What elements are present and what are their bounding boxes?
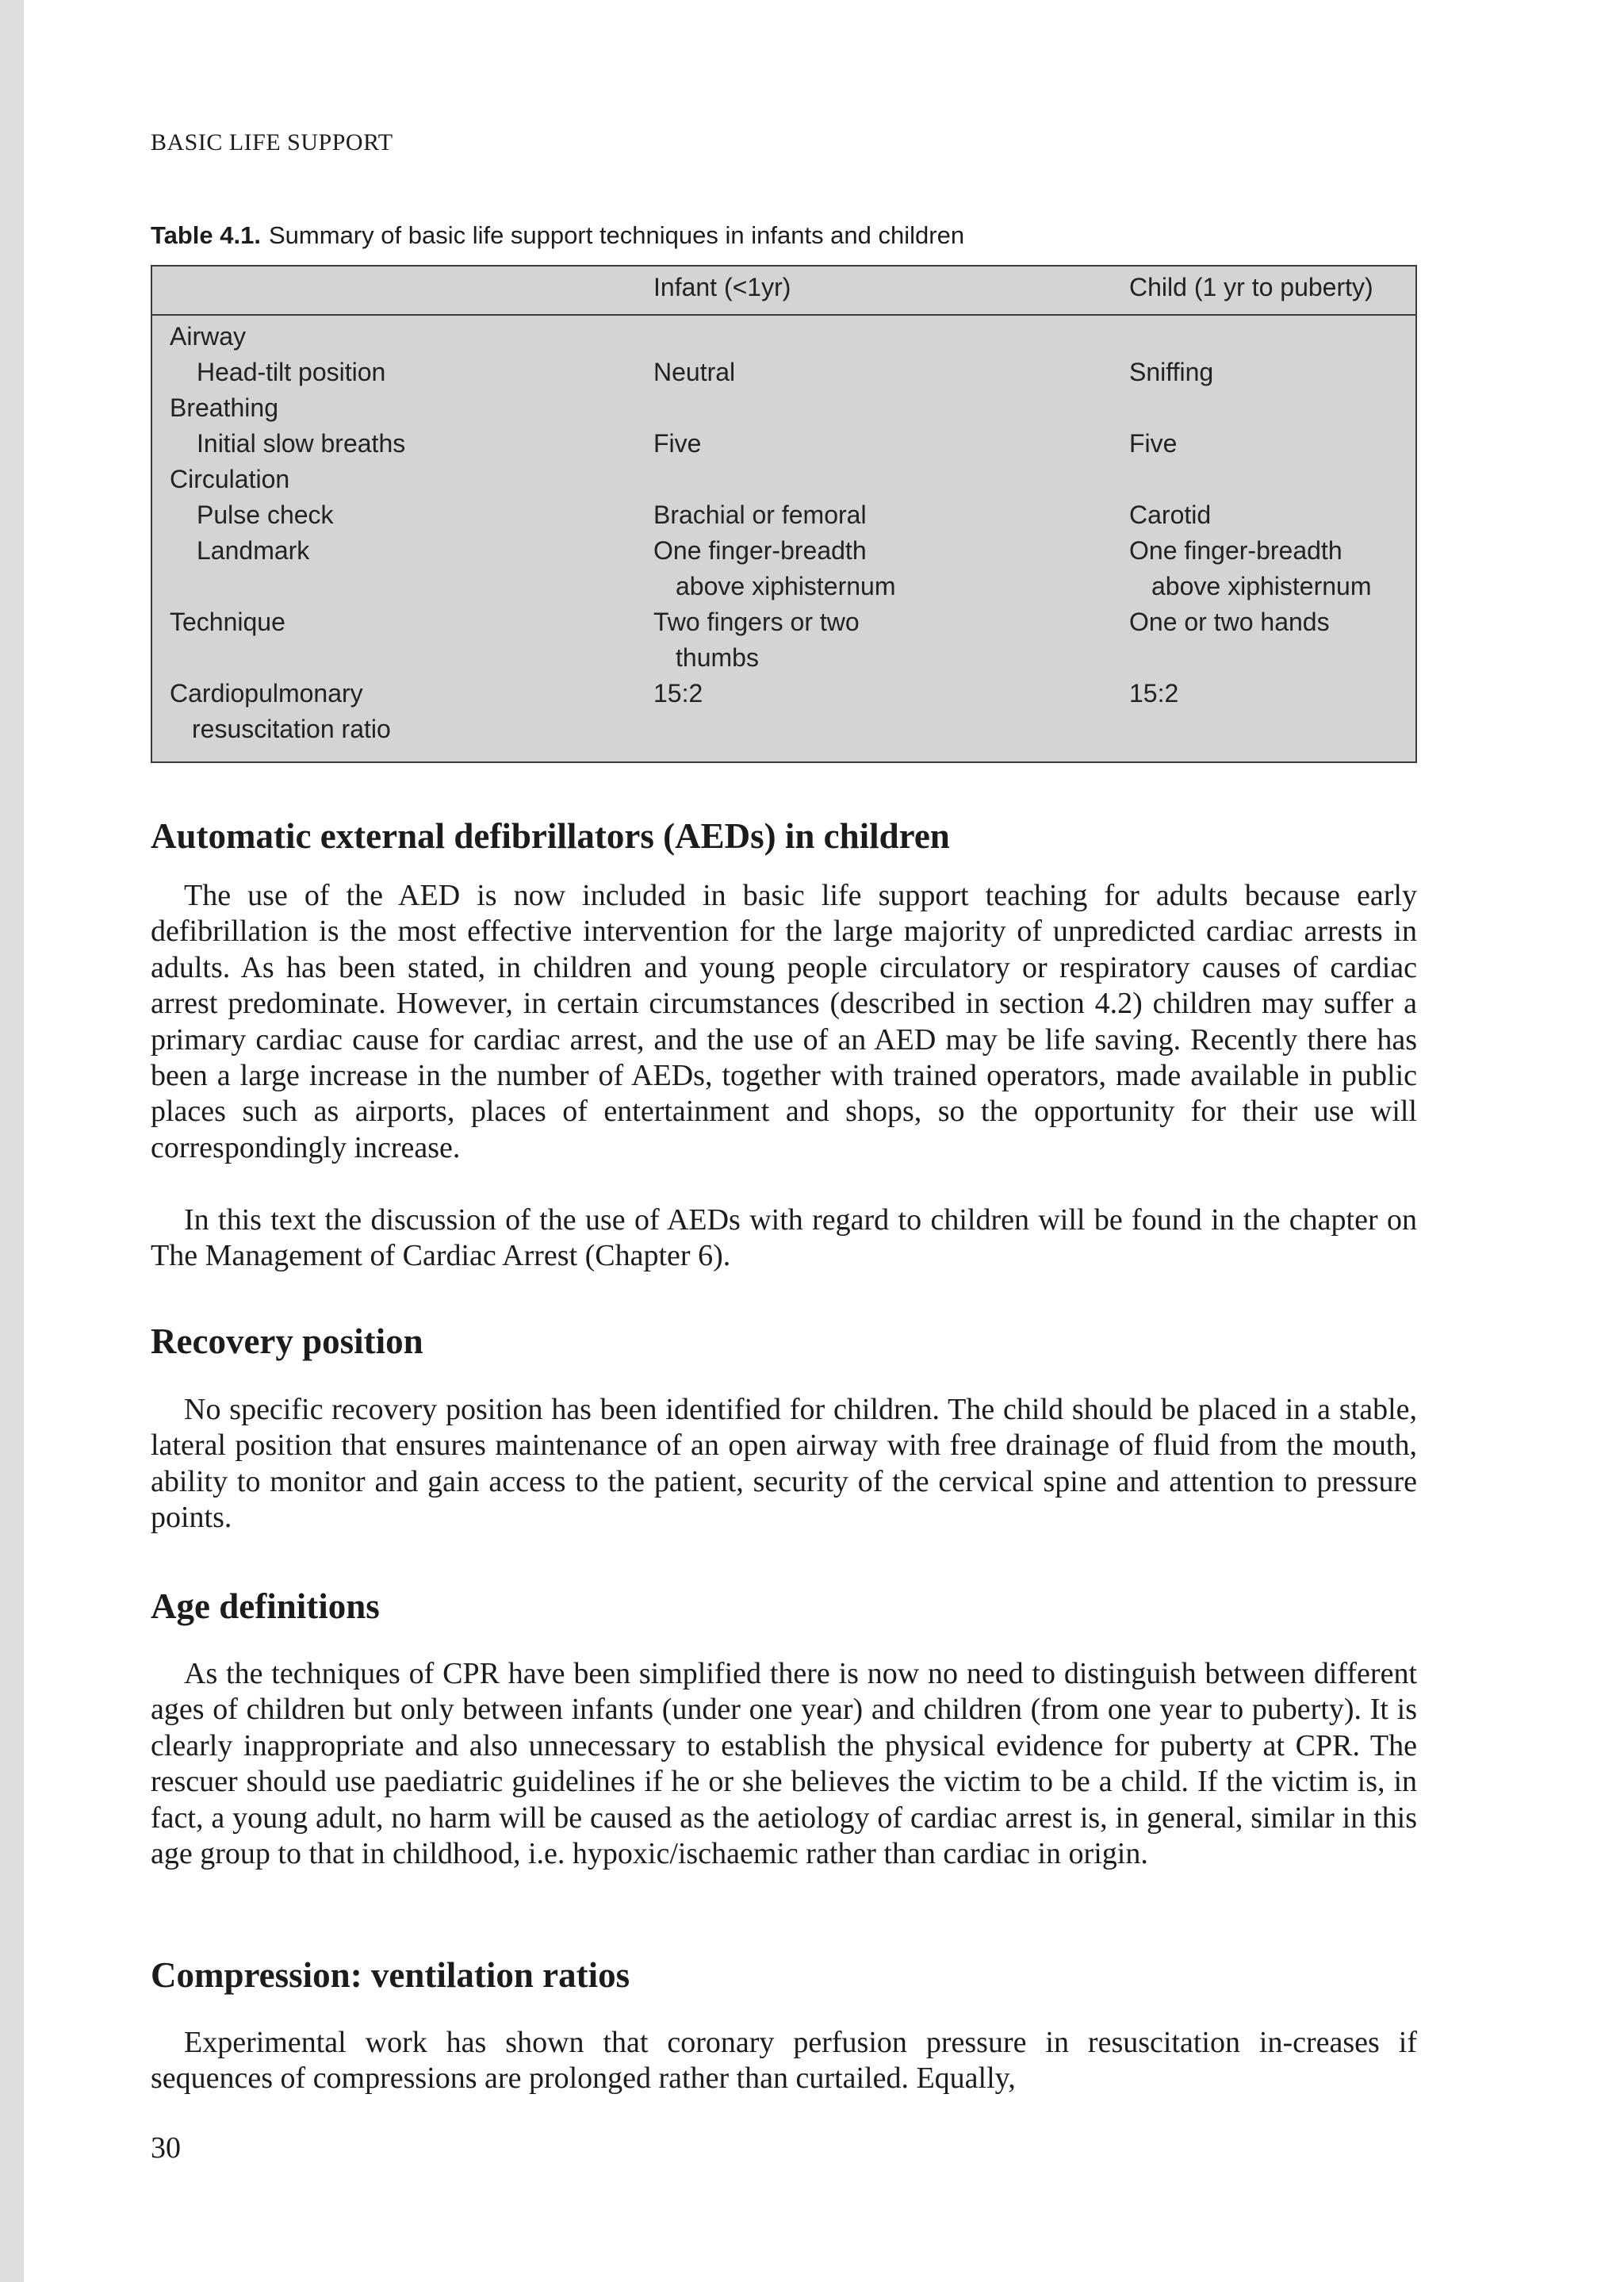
table-row [152,715,1415,750]
table-cell-label: Head-tilt position [197,358,386,386]
table-cell-label: Breathing [170,393,278,422]
aed-paragraph-2: In this text the discussion of the use of AEDs with regard to children will be found in the chapter on The Management of Cardiac Arrest (Chapter 6). [151,1203,1417,1273]
table-cell-label: resuscitation ratio [192,715,391,743]
table-cell-child: One or two hands [1129,608,1330,636]
section-heading-recovery: Recovery position [151,1321,423,1361]
table-row [152,501,1415,536]
table-header-row [152,267,1415,316]
table-cell-infant: One finger-breadth [653,536,867,565]
table-cell-infant: Two fingers or two [653,608,860,636]
table-row [152,429,1415,465]
running-head: BASIC LIFE SUPPORT [151,129,393,155]
recovery-paragraph: No specific recovery position has been identified for children. The child should be placed in a stable, lateral position that ensures maintenance of an open airway with free drainage of fluid from the mouth, ability to monitor and gain access to the patient, security of the cervical spine and attention to pressure points. [151,1393,1417,1535]
table-cell-label: Circulation [170,465,290,493]
table-cell-child: above xiphisternum [1151,572,1372,600]
page-number: 30 [151,2131,181,2165]
table-cell-infant: Brachial or femoral [653,501,867,529]
table-cell-label: Cardiopulmonary [170,679,363,708]
table-row [152,465,1415,501]
table-cell-infant: Five [653,429,702,458]
table-row [152,322,1415,358]
summary-table [151,265,1417,763]
section-heading-aed: Automatic external defibrillators (AEDs) in children [151,816,950,856]
table-row [152,643,1415,679]
table-cell-infant: thumbs [676,643,759,672]
table-cell-infant: Neutral [653,358,736,386]
table-cell-child: Carotid [1129,501,1212,529]
section-heading-compression: Compression: ventilation ratios [151,1955,630,1995]
table-cell-label: Landmark [197,536,310,565]
table-row [152,608,1415,643]
table-row [152,679,1415,715]
table-row [152,536,1415,572]
section-heading-age: Age definitions [151,1586,380,1626]
table-cell-label: Pulse check [197,501,334,529]
table-cell-child: Five [1129,429,1178,458]
table-cell-child: Sniffing [1129,358,1214,386]
compression-paragraph: Experimental work has shown that coronary perfusion pressure in resuscitation in-creases if sequences of compressions are prolonged rather than curtailed. Equally, [151,2026,1417,2096]
table-cell-child: One finger-breadth [1129,536,1342,565]
aed-paragraph-1: The use of the AED is now included in basic life support teaching for adults because early defibrillation is the most effective intervention for the large majority of unpredicted cardiac arrests in adults. As has been stated, in children and young people circulatory or respiratory causes of cardiac arrest predominate. However, in certain circumstances (described in section 4.2) children may suffer a primary cardiac cause for cardiac arrest, and the use of an AED may be life saving. Recently there has been a large increase in the number of AEDs, together with trained operators, made available in public places such as airports, places of entertainment and shops, so the opportunity for their use will correspondingly increase. [151,879,1417,1164]
table-caption [151,221,964,250]
table-header-infant: Infant (<1yr) [653,273,791,301]
table-cell-infant: 15:2 [653,679,703,708]
table-cell-label: Technique [170,608,285,636]
age-paragraph: As the techniques of CPR have been simplified there is now no need to distinguish between different ages of children but only between infants (under one year) and children (from one year to puberty). It is clearly inappropriate and also unnecessary to establish the physical evidence for puberty at CPR. The rescuer should use paediatric guidelines if he or she believes the victim to be a child. If the victim is, in fact, a young adult, no harm will be caused as the aetiology of cardiac arrest is, in general, similar in this age group to that in childhood, i.e. hypoxic/ischaemic rather than cardiac in origin. [151,1657,1417,1871]
table-cell-infant: above xiphisternum [676,572,896,600]
page-gutter [0,0,24,2282]
table-cell-label: Airway [170,322,247,351]
table-row [152,393,1415,429]
table-cell-child: 15:2 [1129,679,1179,708]
table-caption-text: Summary of basic life support techniques in infants and children [269,221,965,249]
table-row [152,572,1415,608]
table-cell-label: Initial slow breaths [197,429,406,458]
table-caption-label: Table 4.1. [151,221,261,249]
table-header-child: Child (1 yr to puberty) [1129,273,1373,301]
table-row [152,358,1415,393]
